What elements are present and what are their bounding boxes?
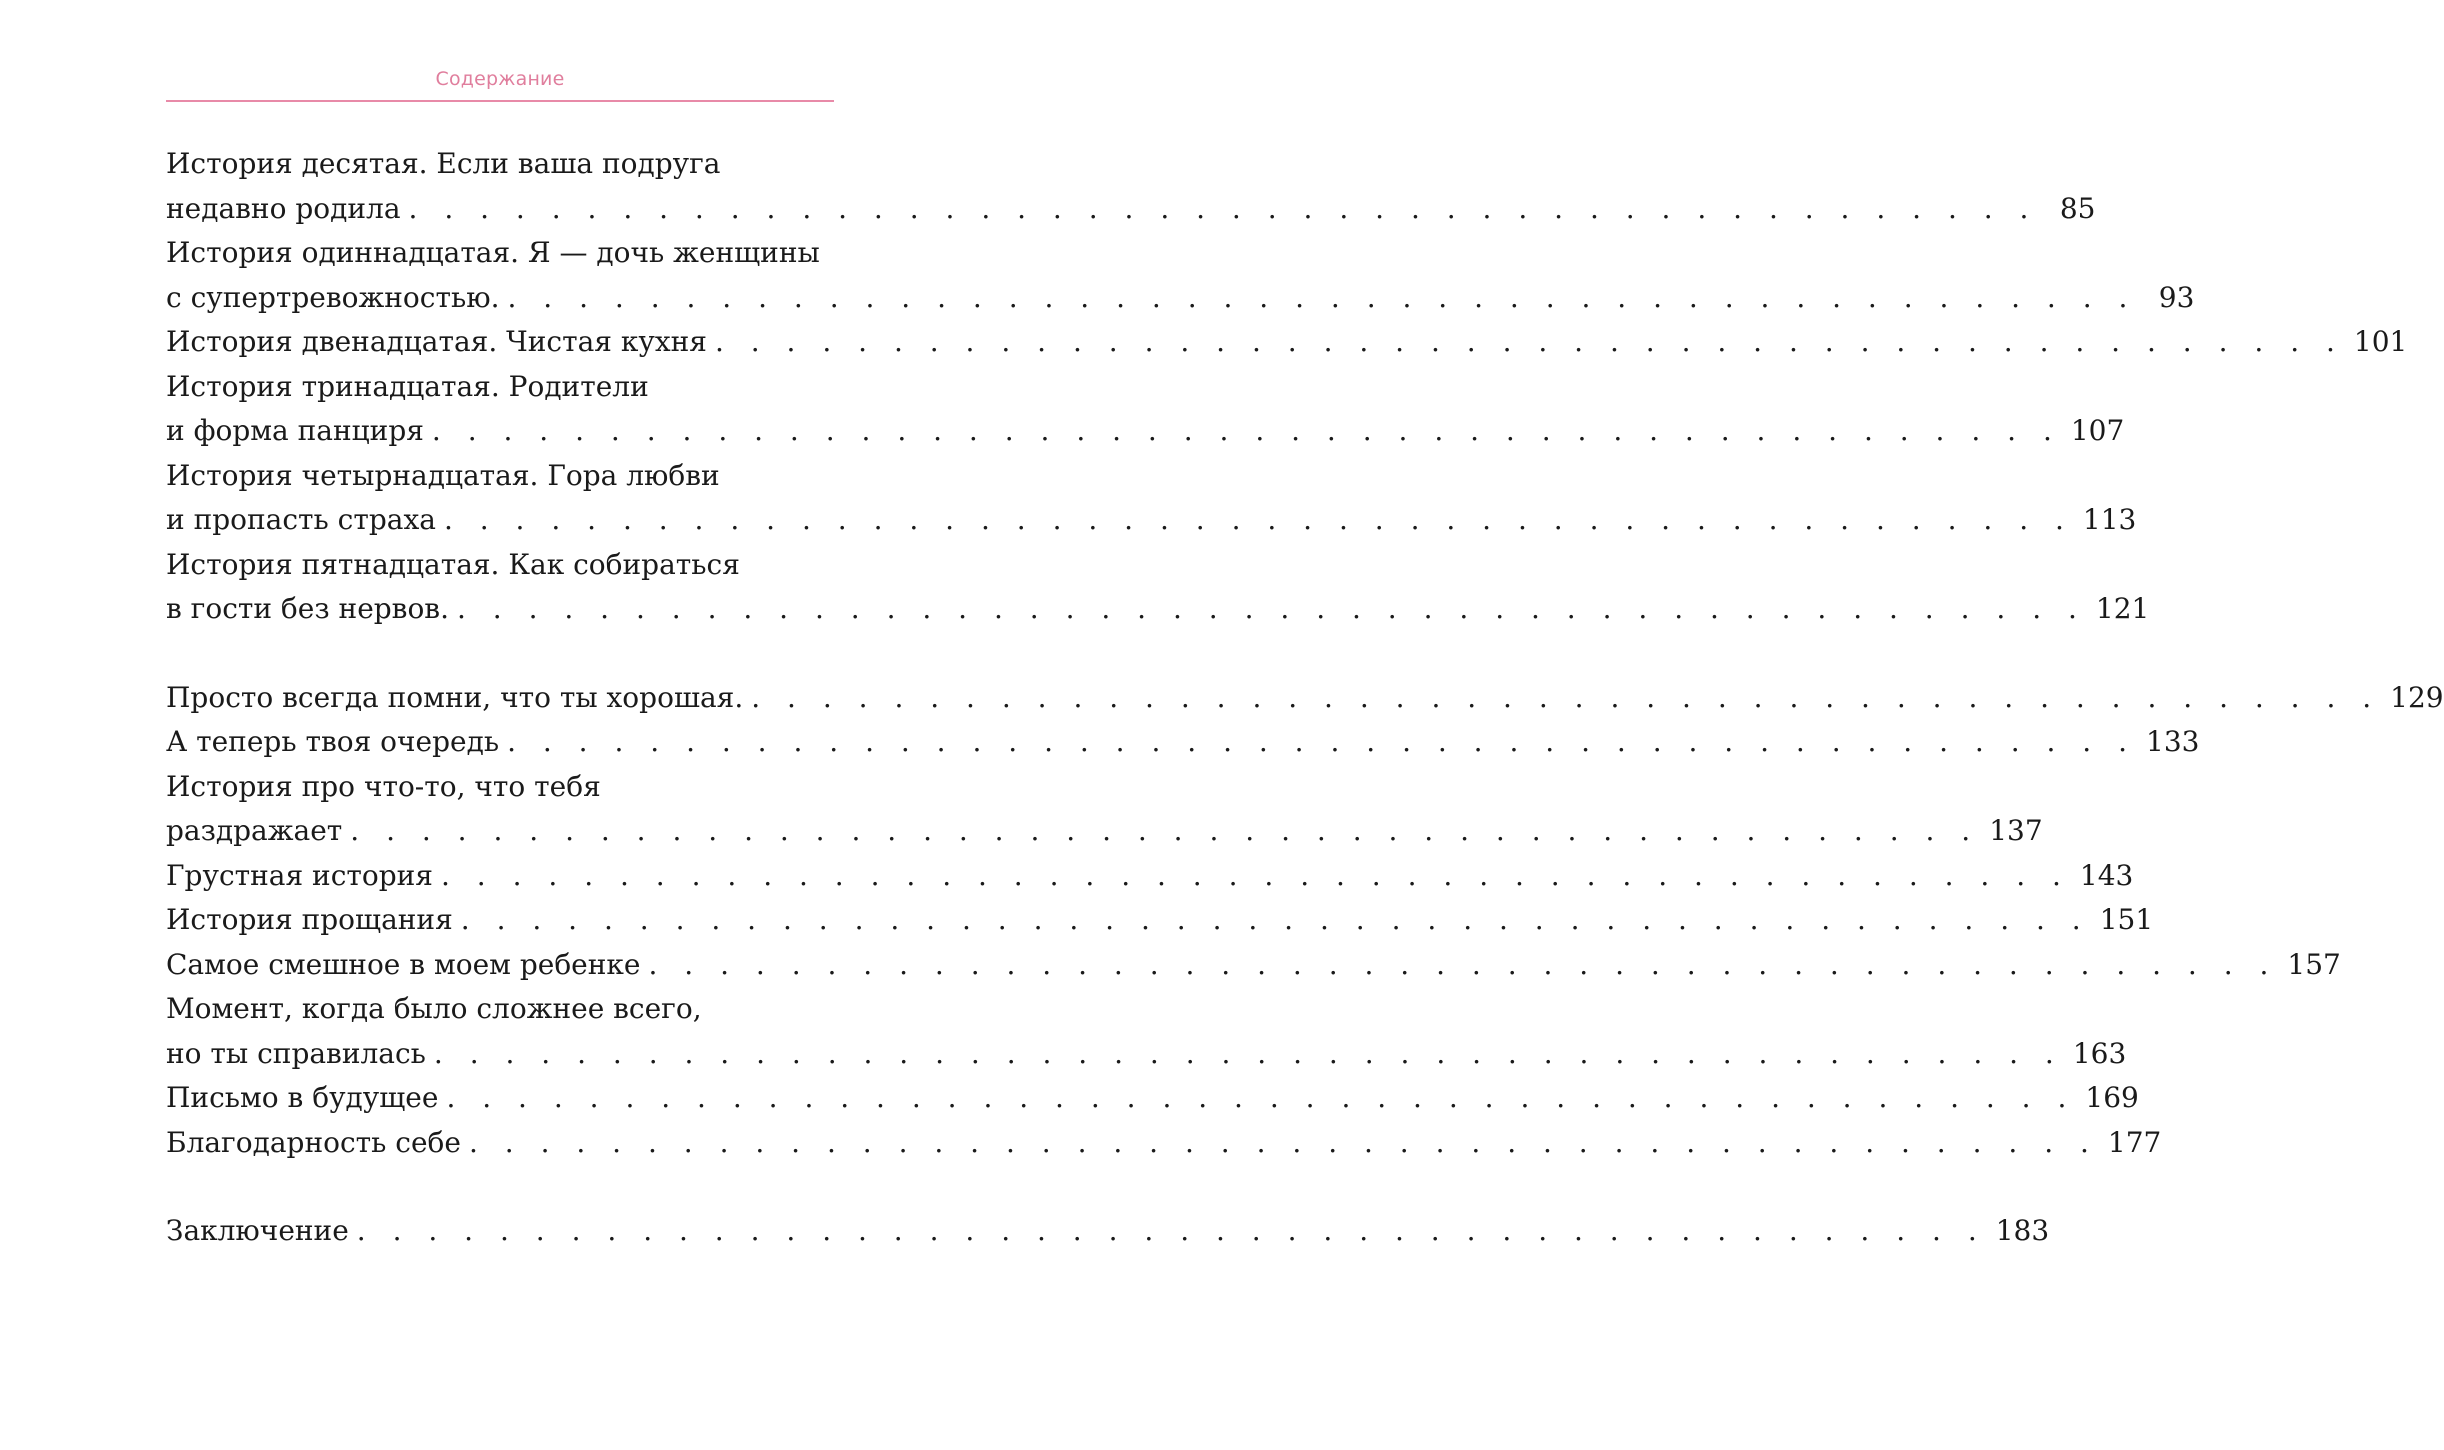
toc-entry-title: История про что-то, что тебя xyxy=(166,769,601,803)
toc-entry-title-continuation: раздражает xyxy=(166,814,343,847)
toc-entry-title: Заключение xyxy=(166,1214,349,1247)
toc-entry-title: История десятая. Если ваша подруга xyxy=(166,147,721,180)
toc-page-number[interactable]: 121 xyxy=(2095,592,2150,625)
dot-leader: . . . . . . . . . . . . . . . . . . . . . . . . . . . . . . . . . . . . . . . . . . . . . . xyxy=(431,414,2061,447)
toc-entry[interactable] xyxy=(166,142,2096,231)
toc-entry-title-continuation: но ты справилась xyxy=(166,1036,426,1070)
toc-entry-page-line xyxy=(166,587,2150,632)
toc-entry[interactable] xyxy=(166,320,2408,365)
toc-entry-title: История четырнадцатая. Гора любви xyxy=(166,458,720,492)
dot-leader: . . . . . . . . . . . . . . . . . . . . . . . . . . . . . . . . . . . . . . . . . . . . . . xyxy=(408,191,2038,225)
toc-page-number[interactable]: 93 xyxy=(2158,280,2195,314)
toc-entry[interactable] xyxy=(166,231,2195,320)
toc-entry-title: Благодарность себе xyxy=(166,1125,461,1159)
dot-leader: . . . . . . . . . . . . . . . . . . . . . . . . . . . . . . . . . . . . . . . . . . . . . . xyxy=(446,1081,2076,1114)
toc-entry-first-line xyxy=(166,454,822,499)
toc-entry-first-line xyxy=(166,365,822,410)
toc-entry[interactable] xyxy=(166,765,2043,854)
toc-entry-title: Письмо в будущее xyxy=(166,1081,439,1114)
toc-page-number[interactable]: 143 xyxy=(2079,858,2134,892)
toc-entry[interactable] xyxy=(166,365,2125,454)
toc-entry-page-line xyxy=(166,943,2341,988)
toc-entry[interactable] xyxy=(166,720,2200,765)
toc-entry-title: Самое смешное в моем ребенке xyxy=(166,947,641,981)
toc-entry-title-continuation: и форма панциря xyxy=(166,414,424,447)
running-head-title: Содержание xyxy=(435,68,565,90)
toc-entry-title: А теперь твоя очередь xyxy=(166,725,500,758)
toc-page-number[interactable]: 169 xyxy=(2085,1081,2139,1114)
toc-entry[interactable] xyxy=(166,1209,2050,1254)
dot-leader: . . . . . . . . . . . . . . . . . . . . . . . . . . . . . . . . . . . . . . . . . . . . . . xyxy=(648,947,2278,981)
toc-entry[interactable] xyxy=(166,943,2341,988)
toc-entry-page-line xyxy=(166,498,2137,543)
toc-page-number[interactable]: 113 xyxy=(2082,503,2137,536)
toc-entry-page-line xyxy=(166,320,2408,365)
toc-entry-page-line xyxy=(166,187,2096,232)
toc-page-number[interactable]: 133 xyxy=(2146,725,2200,758)
toc-entry-page-line xyxy=(166,1121,2162,1166)
dot-leader: . . . . . . . . . . . . . . . . . . . . . . . . . . . . . . . . . . . . . . . . . . . . . . xyxy=(456,592,2086,625)
toc-entry-page-line xyxy=(166,409,2125,454)
toc-entry-first-line xyxy=(166,543,822,588)
toc-page-number[interactable]: 157 xyxy=(2287,947,2341,981)
toc-entry[interactable] xyxy=(166,676,2444,721)
toc-entry-page-line xyxy=(166,276,2195,321)
toc-page-number[interactable]: 107 xyxy=(2070,414,2125,447)
toc-entry-title-continuation: в гости без нервов. xyxy=(166,592,449,625)
toc-page-number[interactable]: 129 xyxy=(2390,680,2444,714)
toc-entry-page-line xyxy=(166,809,2043,854)
toc-entry-page-line xyxy=(166,898,2154,943)
toc-page-number[interactable]: 177 xyxy=(2107,1125,2162,1159)
toc-entry-title: Момент, когда было сложнее всего, xyxy=(166,992,702,1025)
toc-entry-first-line xyxy=(166,142,822,187)
toc-entry-title: История пятнадцатая. Как собираться xyxy=(166,547,740,581)
dot-leader: . . . . . . . . . . . . . . . . . . . . . . . . . . . . . . . . . . . . . . . . . . . . . . xyxy=(433,1036,2063,1070)
toc-page-number[interactable]: 151 xyxy=(2099,903,2154,936)
toc-entry[interactable] xyxy=(166,1121,2162,1166)
toc-page-number[interactable]: 137 xyxy=(1989,814,2043,847)
header-divider xyxy=(166,100,834,102)
toc-entry[interactable] xyxy=(166,543,2150,632)
dot-leader: . . . . . . . . . . . . . . . . . . . . . . . . . . . . . . . . . . . . . . . . . . . . . . xyxy=(460,903,2090,936)
toc-entry-page-line xyxy=(166,1076,2139,1121)
toc-entry-first-line xyxy=(166,987,822,1032)
toc-entry-title: История прощания xyxy=(166,903,453,936)
dot-leader: . . . . . . . . . . . . . . . . . . . . . . . . . . . . . . . . . . . . . . . . . . . . . . xyxy=(350,814,1980,847)
toc-page-number[interactable]: 183 xyxy=(1995,1214,2050,1247)
dot-leader: . . . . . . . . . . . . . . . . . . . . . . . . . . . . . . . . . . . . . . . . . . . . . . xyxy=(443,503,2073,536)
dot-leader: . . . . . . . . . . . . . . . . . . . . . . . . . . . . . . . . . . . . . . . . . . . . . . xyxy=(507,280,2137,314)
dot-leader: . . . . . . . . . . . . . . . . . . . . . . . . . . . . . . . . . . . . . . . . . . . . . . xyxy=(468,1125,2098,1159)
toc-entry-title-continuation: и пропасть страха xyxy=(166,503,436,536)
group-spacer xyxy=(166,1165,822,1209)
toc-entry[interactable] xyxy=(166,854,2134,899)
toc-page-number[interactable]: 101 xyxy=(2353,325,2408,358)
dot-leader: . . . . . . . . . . . . . . . . . . . . . . . . . . . . . . . . . . . . . . . . . . . . . . xyxy=(507,725,2136,758)
toc-entry-first-line xyxy=(166,231,822,276)
toc-entry-title-continuation: недавно родила xyxy=(166,191,401,225)
toc-entry-title: История одиннадцатая. Я — дочь женщины xyxy=(166,236,820,269)
dot-leader: . . . . . . . . . . . . . . . . . . . . . . . . . . . . . . . . . . . . . . . . . . . . . . xyxy=(356,1214,1986,1247)
toc-entry-title: История тринадцатая. Родители xyxy=(166,369,649,403)
toc-entry-page-line xyxy=(166,720,2200,765)
dot-leader: . . . . . . . . . . . . . . . . . . . . . . . . . . . . . . . . . . . . . . . . . . . . . . xyxy=(751,680,2381,714)
dot-leader: . . . . . . . . . . . . . . . . . . . . . . . . . . . . . . . . . . . . . . . . . . . . . . xyxy=(440,858,2070,892)
toc-entry[interactable] xyxy=(166,1076,2139,1121)
group-spacer xyxy=(166,632,822,676)
dot-leader: . . . . . . . . . . . . . . . . . . . . . . . . . . . . . . . . . . . . . . . . . . . . . . xyxy=(714,325,2344,358)
toc-entry-page-line xyxy=(166,1209,2050,1254)
toc-entry-page-line xyxy=(166,854,2134,899)
toc-entry-title: Просто всегда помни, что ты хорошая. xyxy=(166,680,744,714)
toc-entry-page-line xyxy=(166,1032,2127,1077)
toc-entry[interactable] xyxy=(166,987,2127,1076)
toc-entry-title: История двенадцатая. Чистая кухня xyxy=(166,325,707,358)
toc-entry[interactable] xyxy=(166,454,2137,543)
toc-page-number[interactable]: 163 xyxy=(2072,1036,2127,1070)
toc-entry-title-continuation: с супертревожностью. xyxy=(166,280,500,314)
toc-entry[interactable] xyxy=(166,898,2154,943)
toc-entry-first-line xyxy=(166,765,822,810)
table-of-contents xyxy=(166,142,2444,1254)
toc-page-number[interactable]: 85 xyxy=(2059,191,2096,225)
toc-entry-title: Грустная история xyxy=(166,858,433,892)
toc-entry-page-line xyxy=(166,676,2444,721)
